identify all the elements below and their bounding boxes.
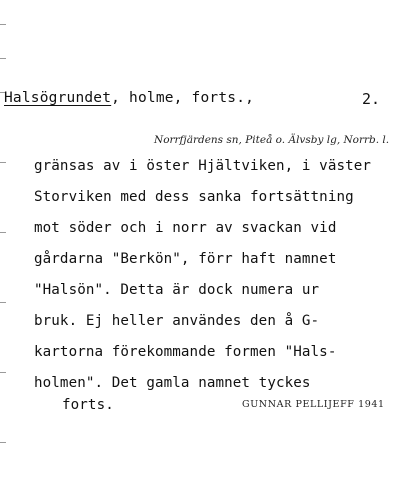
margin-tick xyxy=(0,162,6,163)
author-signature: GUNNAR PELLIJEFF 1941 xyxy=(242,399,385,410)
body-line: kartorna förekommande formen "Hals- xyxy=(34,344,337,360)
margin-tick xyxy=(0,442,6,443)
headword: Halsögrundet xyxy=(4,90,112,106)
body-line: gårdarna "Berkön", förr haft namnet xyxy=(34,251,337,267)
margin-tick xyxy=(0,232,6,233)
body-line: bruk. Ej heller användes den å G- xyxy=(34,313,320,329)
body-line: "Halsön". Detta är dock numera ur xyxy=(34,282,320,298)
card-number: 2. xyxy=(362,90,381,108)
body-line: mot söder och i norr av svackan vid xyxy=(34,220,337,236)
body-line: holmen". Det gamla namnet tyckes xyxy=(34,375,311,391)
margin-tick xyxy=(0,372,6,373)
card-heading xyxy=(4,90,254,106)
body-line: gränsas av i öster Hjältviken, i väster xyxy=(34,158,372,174)
place-reference: Norrfjärdens sn, Piteå o. Älvsby lg, Norrb. l. xyxy=(154,134,390,146)
margin-tick xyxy=(0,24,6,25)
headword-description: , holme, forts., xyxy=(111,90,255,106)
margin-tick xyxy=(0,58,6,59)
body-line: Storviken med dess sanka fortsättning xyxy=(34,189,354,205)
continuation-note: forts. xyxy=(62,397,114,413)
margin-tick xyxy=(0,302,6,303)
